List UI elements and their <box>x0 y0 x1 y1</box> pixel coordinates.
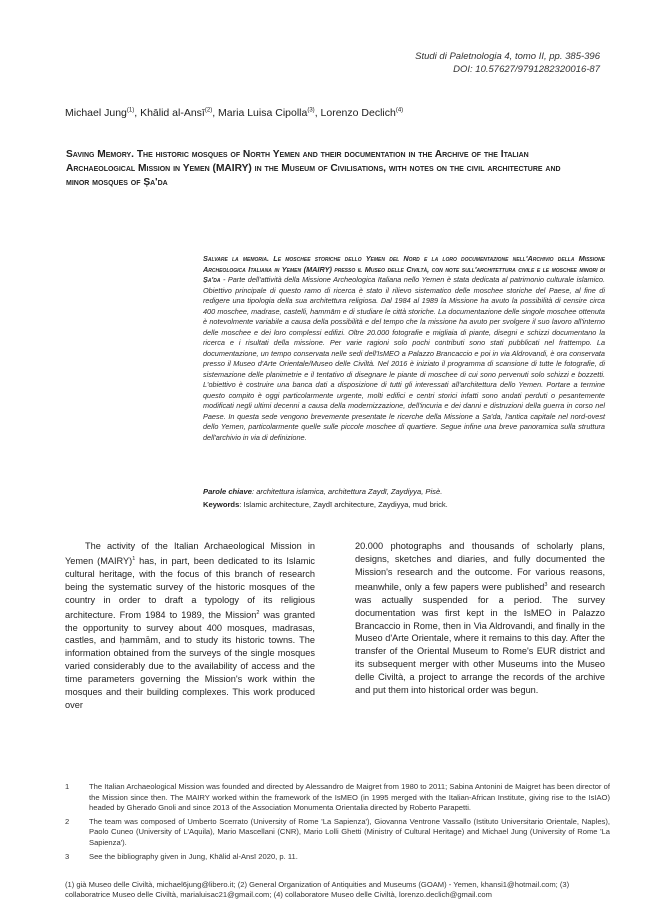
body-text: 20.000 photographs and thousands of scholarly plans, designs, sketches and diaries, and fully documented the Mission's research and the outcome. For various reasons, meanwhile, only a few papers were published <box>355 541 605 592</box>
body-column-left <box>65 540 315 712</box>
author-name: Michael Jung <box>65 107 127 119</box>
abstract-body: - Parte dell'attività della Missione Archeologica Italiana nello Yemen è stata dedicata al patrimonio culturale islamico. Obiettivo principale di questo ramo di ricerca è stato il rilievo sistematico delle moschee storiche del Paese, al fine di redigere una tipologia della sua architettura religiosa. Dal 1984 al 1989 la Missione ha avuto la possibilità di censire circa 400 moschee, madrase, castelli, hammām e di studiare le città storiche. La documentazione delle singole moschee ottenuta è notevolmente variabile a causa della possibilità e del tempo che la missione ha avuto per svolgere il suo lavoro all'interno delle moschee e dei loro complessi edifizi. Oltre 20.000 fotografie e migliaia di piante, disegni e schizzi documentano la ricerca e i risultati della missione. Per varie ragioni solo pochi contributi sono stati pubblicati nel frattempo. La documentazione, un tempo conservata nelle sedi dell'IsMEO a Palazzo Brancaccio e poi in via Aldrovandi, è ora conservata presso il Museo d'Arte Orientale/Museo delle Civiltà. Nel 2016 è iniziato il programma di scansione di tutte le fotografie, di sistemazione delle planimetrie e il tentativo di disegnare le piante di moschee di cui sono pervenuti solo schizzi e bozzetti. L'obiettivo è costruire una banca dati a disposizione di tutti gli interessati all'architettura dello Yemen. Portare a termine questo compito è oggi particolarmente urgente, molti edifici e centri storici infatti sono andati perduti o pesantemente modificati negli ultimi decenni a causa della modernizzazione, dell'incuria e dei danni e distruzioni della guerra in corso nel Paese. In questa sede vengono brevemente presentate le ricerche della Missione a Ṣa'da, l'antica capitale nel nord-ovest dello Yemen, particolarmente quelle sulle piccole moschee di quartiere. Segue infine una breve panoramica sulla struttura dell'archivio in via di definizione. <box>203 275 605 442</box>
author-ref: (2) <box>204 107 213 114</box>
keywords-label: Parole chiave <box>203 487 252 496</box>
author-name: Lorenzo Declich <box>320 107 396 119</box>
body-text: has, in part, been dedicated to its Islamic cultural heritage, with the focus of this branch of research being the systematic survey of the historic mosques of the country in order to draft a typology of its religious architecture. From 1984 to 1989, the Mission <box>65 555 315 620</box>
footnote-ref[interactable]: 1 <box>132 555 136 562</box>
body-column-right <box>355 540 605 697</box>
keywords-text: : architettura islamica, architettura Zaydī, Zaydiyya, Pisè. <box>251 487 443 496</box>
body-text: was granted the opportunity to survey about 400 mosques, madrasas, castles, and ḥammām, and to study its historic towns. The information obtained from the surveys of the single mosques varied considerably due to the availability of access and the time parameters governing the Mission's work within the mosques and their building complexes. This work produced over <box>65 609 315 710</box>
body-text: The activity of the Italian Archaeological Mission in Yemen (MAIRY) <box>65 541 315 566</box>
footnote-number: 3 <box>65 851 70 861</box>
footnote <box>65 782 610 814</box>
body-text: and research was actually suspended for a period. The survey documentation was first kept in the IsMEO in Palazzo Brancaccio in Rome, then in Via Aldrovandi, and finally in the Museo d'Arte Orientale, where it remains to this day. After the transfer of the Oriental Museum to Rome's EUR district and its subsequent merger with other Museums into the Museo delle Civiltà, a project to arrange the records of the archive and put them into historical order was begun. <box>355 581 606 696</box>
footnote-text: The Italian Archaeological Mission was founded and directed by Alessandro de Maigret from 1980 to 2011; Sabina Antonini de Maigret has been director of the Mission since then. The MAIRY worked within the framework of the IsMEO (in 1995 merged with the Italian-African Institute, giving rise to the IsIAO) headed by Gherado Gnoli and since 2013 of the Association Monumenta Orientalia directed by Roberto Parapetti. <box>89 782 610 813</box>
author-ref: (4) <box>395 107 404 114</box>
doi: DOI: 10.57627/9791282320016-87 <box>453 64 600 75</box>
journal-citation: Studi di Paletnologia 4, tomo II, pp. 385-396 <box>415 51 600 62</box>
author-name: Khālid al-Ansī <box>140 107 205 119</box>
keywords-english <box>203 500 605 509</box>
keywords-label: Keywords <box>203 500 240 509</box>
footnote-ref[interactable]: 3 <box>544 581 548 588</box>
footnotes <box>65 782 610 865</box>
abstract-lead: Salvare la memoria. Le moschee storiche dello Yemen del Nord e la loro documentazione nell'Archivio della Missione Archeologica Italiana in Yemen (MAIRY) presso il Museo delle Civiltà, con note sull'architettura civile e le moschee minori di Ṣa'da <box>203 254 605 284</box>
keywords-italian <box>203 487 605 496</box>
footnote-text: The team was composed of Umberto Scerrato (University of Rome 'La Sapienza'), Giovanna Ventrone Vassallo (Istituto Universitario Orientale, Naples), Paolo Cuneo (University of L'Aquila), Mario Mascellani (CNR), Mario Lolli Ghetti (Ministry of Cultural Heritage) and Michael Jung (University of Rome 'La Sapienza'). <box>89 816 610 847</box>
footnote-number: 1 <box>65 782 70 791</box>
author-name: Maria Luisa Cipolla <box>218 107 308 119</box>
footnote-number: 2 <box>65 816 70 826</box>
author-affiliations: (1) già Museo delle Civiltà, michael6jung@libero.it; (2) General Organization of Antiquities and Museums (GOAM) - Yemen, khansi1@hotmail.com; (3) collaboratrice Museo delle Civiltà, marialuisac21@gmail.com; (4) collaboratore Museo delle Civiltà, lorenzo.declich@gmail.com <box>65 880 570 900</box>
abstract <box>203 254 605 443</box>
author-list: Michael Jung$^{(1)}$, Khālid al-Ansī$^{(2)}$, Maria Luisa Cipolla$^{(3)}$, Lorenzo Declich$^{(4)}$ <box>65 107 404 119</box>
footnote <box>65 852 610 863</box>
author-ref: (1) <box>126 107 135 114</box>
running-header <box>300 50 600 76</box>
paper-title: Saving Memory. The historic mosques of North Yemen and their documentation in the Archive of the Italian Archaeological Mission in Yemen (MAIRY) in the Museum of Civilisations, with notes on the civil architecture and minor mosques of Ṣa'da <box>66 149 561 188</box>
keywords-text: : Islamic architecture, Zaydī architecture, Zaydiyya, mud brick. <box>239 500 448 509</box>
footnote-text: See the bibliography given in Jung, Khālid al-Ansī 2020, p. 11. <box>89 851 298 861</box>
footnote <box>65 817 610 849</box>
footnote-ref[interactable]: 2 <box>256 609 260 616</box>
author-ref: (3) <box>307 107 315 114</box>
